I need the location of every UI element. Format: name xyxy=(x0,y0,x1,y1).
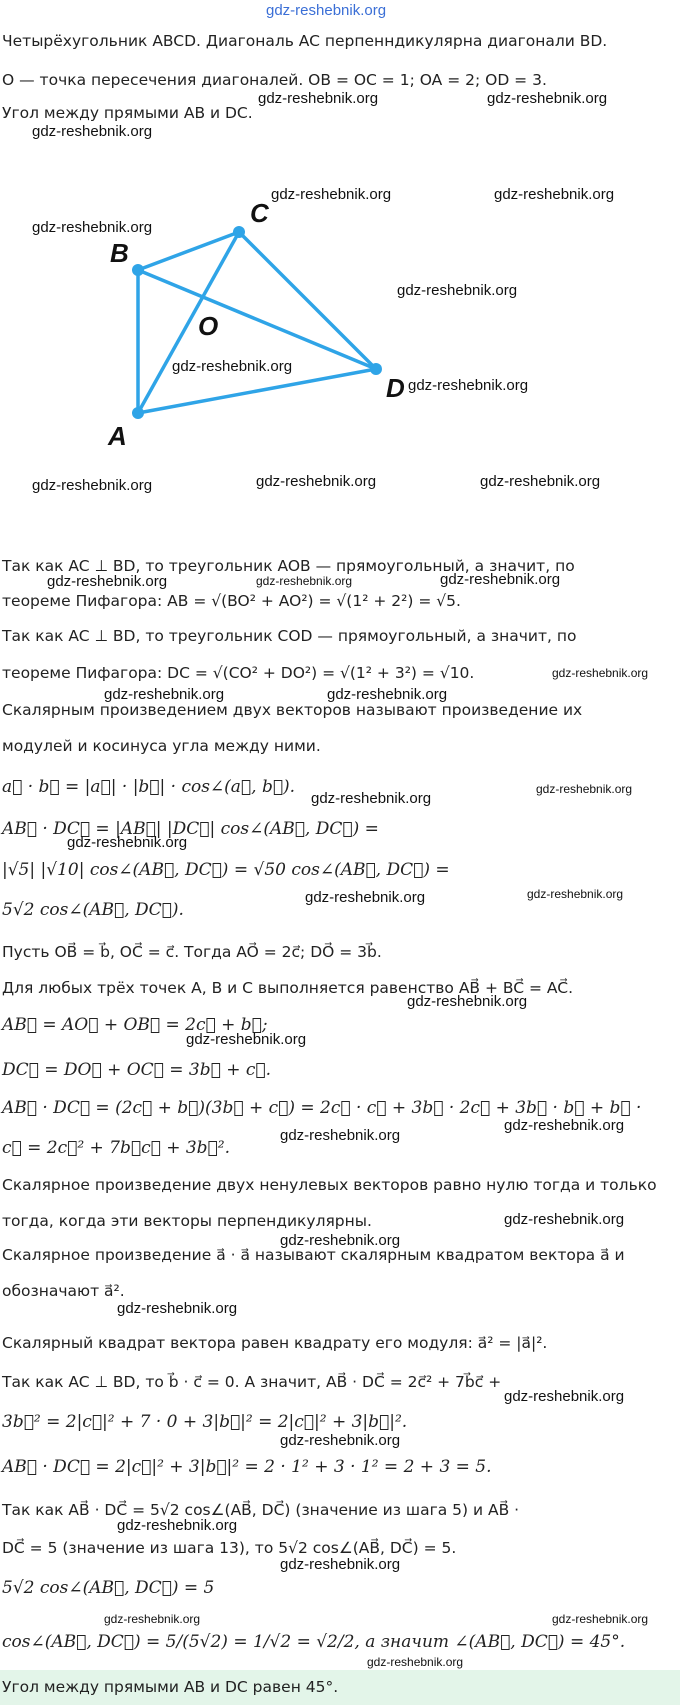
problem-line-2: O — точка пересечения диагоналей. OB = OC = 1; OA = 2; OD = 3. xyxy=(2,71,547,89)
formula-bc-zero: Так как AC ⊥ BD, то b⃗ · c⃗ = 0. А значит, AB⃗ · DC⃗ = 2c⃗² + 7b⃗c⃗ + xyxy=(2,1373,502,1391)
watermark[interactable]: gdz-reshebnik.org xyxy=(67,834,188,851)
watermark[interactable]: gdz-reshebnik.org xyxy=(280,1232,401,1249)
solution-step-5b: обозначают a⃗². xyxy=(2,1282,125,1300)
label-c: C xyxy=(250,198,269,228)
formula-triangle-rule: Для любых трёх точек A, B и C выполняется равенство AB⃗ + BC⃗ = AC⃗. xyxy=(2,979,574,997)
answer-text: Угол между прямыми AB и DC равен 45°. xyxy=(2,1678,339,1696)
point-a xyxy=(132,407,144,419)
watermark[interactable]: gdz-reshebnik.org xyxy=(487,90,608,107)
watermark[interactable]: gdz-reshebnik.org xyxy=(47,573,168,590)
formula-dot-product-def: a⃗ · b⃗ = |a⃗| · |b⃗| · cos∠(a⃗, b⃗). xyxy=(2,777,296,797)
point-c xyxy=(233,226,245,238)
solution-step-2b: теореме Пифагора: DC = √(CO² + DO²) = √(1² + 3²) = √10. xyxy=(2,664,475,682)
solution-step-1a: Так как AC ⊥ BD, то треугольник AOB — прямоугольный, а значит, по xyxy=(2,557,575,575)
solution-step-4b: тогда, когда эти векторы перпендикулярны. xyxy=(2,1212,372,1230)
watermark[interactable]: gdz-reshebnik.org xyxy=(407,993,528,1010)
label-a: A xyxy=(108,421,127,451)
watermark[interactable]: gdz-reshebnik.org xyxy=(258,90,379,107)
label-o: O xyxy=(198,311,219,341)
formula-dc-vector: DC⃗ = DO⃗ + OC⃗ = 3b⃗ + c⃗. xyxy=(2,1060,271,1080)
label-d: D xyxy=(386,373,405,403)
watermark-top[interactable]: gdz-reshebnik.org xyxy=(266,2,387,19)
solution-step-2a: Так как AC ⊥ BD, то треугольник COD — прямоугольный, а значит, по xyxy=(2,627,577,645)
watermark[interactable]: gdz-reshebnik.org xyxy=(172,358,293,375)
watermark[interactable]: gdz-reshebnik.org xyxy=(552,1612,649,1626)
diagonal-bd xyxy=(138,270,376,369)
watermark[interactable]: gdz-reshebnik.org xyxy=(552,666,649,680)
watermark[interactable]: gdz-reshebnik.org xyxy=(440,571,561,588)
answer-banner xyxy=(0,1670,680,1705)
formula-product-value: AB⃗ · DC⃗ = 2|c⃗|² + 3|b⃗|² = 2 · 1² + 3 · 1² = 2 + 3 = 5. xyxy=(2,1457,492,1477)
watermark[interactable]: gdz-reshebnik.org xyxy=(536,782,633,796)
watermark[interactable]: gdz-reshebnik.org xyxy=(256,574,353,588)
solution-step-1b: теореме Пифагора: AB = √(BO² + AO²) = √(1² + 2²) = √5. xyxy=(2,592,461,610)
watermark[interactable]: gdz-reshebnik.org xyxy=(494,186,615,203)
watermark[interactable]: gdz-reshebnik.org xyxy=(32,477,153,494)
watermark[interactable]: gdz-reshebnik.org xyxy=(408,377,529,394)
solution-step-3a: Скалярным произведением двух векторов называют произведение их xyxy=(2,701,583,719)
formula-product-expand-2: c⃗ = 2c⃗² + 7b⃗c⃗ + 3b⃗². xyxy=(2,1138,230,1158)
watermark[interactable]: gdz-reshebnik.org xyxy=(527,887,624,901)
watermark[interactable]: gdz-reshebnik.org xyxy=(280,1432,401,1449)
watermark[interactable]: gdz-reshebnik.org xyxy=(256,473,377,490)
formula-product-expand-1: AB⃗ · DC⃗ = (2c⃗ + b⃗)(3b⃗ + c⃗) = 2c⃗ · c⃗ + 3b⃗ · 2c⃗ + 3b⃗ · b⃗ + b⃗ · xyxy=(2,1098,642,1118)
watermark[interactable]: gdz-reshebnik.org xyxy=(280,1556,401,1573)
watermark[interactable]: gdz-reshebnik.org xyxy=(397,282,518,299)
formula-equate-2: DC⃗ = 5 (значение из шага 13), то 5√2 cos∠(AB⃗, DC⃗) = 5. xyxy=(2,1539,457,1557)
solution-step-5a: Скалярное произведение a⃗ · a⃗ называют скалярным квадратом вектора a⃗ и xyxy=(2,1246,625,1264)
solution-step-6: Скалярный квадрат вектора равен квадрату его модуля: a⃗² = |a⃗|². xyxy=(2,1334,548,1352)
formula-equate-1: Так как AB⃗ · DC⃗ = 5√2 cos∠(AB⃗, DC⃗) (значение из шага 5) и AB⃗ · xyxy=(2,1501,520,1519)
segment-cd xyxy=(239,232,376,369)
formula-square-sum: 3b⃗² = 2|c⃗|² + 7 · 0 + 3|b⃗|² = 2|c⃗|² + 3|b⃗|². xyxy=(2,1412,408,1432)
watermark[interactable]: gdz-reshebnik.org xyxy=(271,186,392,203)
watermark[interactable]: gdz-reshebnik.org xyxy=(480,473,601,490)
watermark[interactable]: gdz-reshebnik.org xyxy=(117,1517,238,1534)
solution-step-3b: модулей и косинуса угла между ними. xyxy=(2,737,321,755)
watermark[interactable]: gdz-reshebnik.org xyxy=(280,1127,401,1144)
point-d xyxy=(370,363,382,375)
formula-cosine-result: cos∠(AB⃗, DC⃗) = 5/(5√2) = 1/√2 = √2/2, а значит ∠(AB⃗, DC⃗) = 45°. xyxy=(2,1632,626,1652)
watermark[interactable]: gdz-reshebnik.org xyxy=(305,889,426,906)
segment-bc-true xyxy=(138,232,239,270)
watermark[interactable]: gdz-reshebnik.org xyxy=(104,1612,201,1626)
point-b xyxy=(132,264,144,276)
watermark[interactable]: gdz-reshebnik.org xyxy=(117,1300,238,1317)
watermark[interactable]: gdz-reshebnik.org xyxy=(186,1031,307,1048)
solution-step-4a: Скалярное произведение двух ненулевых векторов равно нулю тогда и только xyxy=(2,1176,657,1194)
watermark[interactable]: gdz-reshebnik.org xyxy=(504,1117,625,1134)
watermark[interactable]: gdz-reshebnik.org xyxy=(104,686,225,703)
watermark[interactable]: gdz-reshebnik.org xyxy=(311,790,432,807)
formula-vector-substitution: Пусть OB⃗ = b⃗, OC⃗ = c⃗. Тогда AO⃗ = 2c⃗; DO⃗ = 3b⃗. xyxy=(2,943,382,961)
formula-ab-dc-2: |√5| |√10| cos∠(AB⃗, DC⃗) = √50 cos∠(AB⃗, DC⃗) = xyxy=(2,860,450,880)
formula-ab-dc-1: AB⃗ · DC⃗ = |AB⃗| |DC⃗| cos∠(AB⃗, DC⃗) = xyxy=(2,819,379,839)
watermark[interactable]: gdz-reshebnik.org xyxy=(504,1211,625,1228)
watermark[interactable]: gdz-reshebnik.org xyxy=(32,219,153,236)
formula-equation: 5√2 cos∠(AB⃗, DC⃗) = 5 xyxy=(2,1578,215,1598)
problem-line-3: Угол между прямыми AB и DC. xyxy=(2,104,253,122)
formula-ab-dc-3: 5√2 cos∠(AB⃗, DC⃗). xyxy=(2,900,184,920)
watermark[interactable]: gdz-reshebnik.org xyxy=(367,1655,464,1669)
formula-ab-vector: AB⃗ = AO⃗ + OB⃗ = 2c⃗ + b⃗; xyxy=(2,1015,268,1035)
segment-ad xyxy=(138,369,376,413)
diagonal-ac xyxy=(138,232,239,413)
watermark[interactable]: gdz-reshebnik.org xyxy=(327,686,448,703)
problem-line-1: Четырёхугольник ABCD. Диагональ AC перпенндикулярна диагонали BD. xyxy=(2,32,608,50)
label-b: B xyxy=(110,238,129,268)
watermark[interactable]: gdz-reshebnik.org xyxy=(504,1388,625,1405)
watermark[interactable]: gdz-reshebnik.org xyxy=(32,123,153,140)
